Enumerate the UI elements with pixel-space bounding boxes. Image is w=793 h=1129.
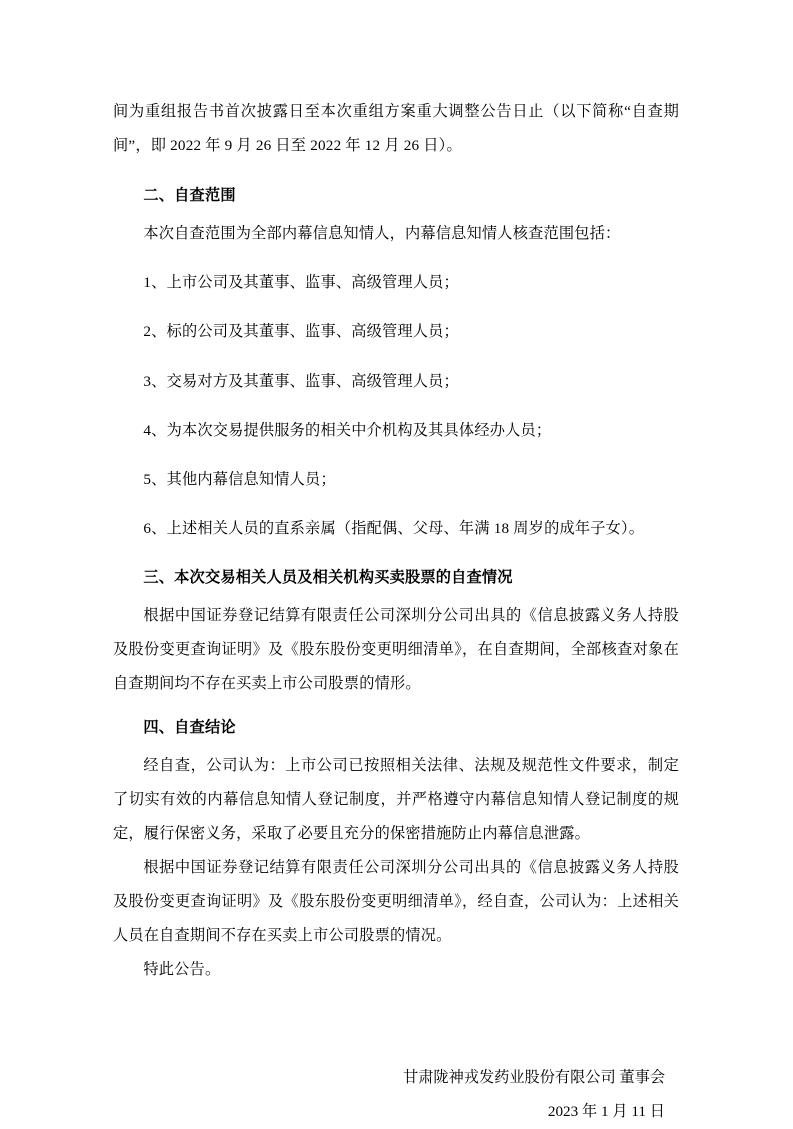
list-item: 5、其他内幕信息知情人员； [143,470,336,488]
document-body [113,95,679,1129]
list-item: 2、标的公司及其董事、监事、高级管理人员； [143,323,459,341]
signature-date: 2023 年 1 月 11 日 [547,1103,665,1121]
section-heading-conclusion: 四、自查结论 [143,719,236,737]
continued-paragraph: 间为重组报告书首次披露日至本次重组方案重大调整公告日止（以下简称“自查期间”，即 2022 年 9 月 26 日至 2022 年 12 月 26 日）。 [113,103,679,154]
spacer [113,163,679,169]
list-item: 4、为本次交易提供服务的相关中介机构及其具体经办人员； [143,421,552,439]
self-inspection-paragraph: 根据中国证券登记结算有限责任公司深圳分公司出具的《信息披露义务人持股及股份变更查询证明》及《股东股份变更明细清单》，在自查期间，全部核查对象在自查期间均不存在买卖上市公司股票的情形。 [113,607,679,693]
signature-company: 甘肃陇神戎发药业股份有限公司 董事会 [403,1069,665,1087]
list-item: 1、上市公司及其董事、监事、高级管理人员； [143,274,459,292]
conclusion-paragraph-1: 经自查，公司认为：上市公司已按照相关法律、法规及规范性文件要求，制定了切实有效的内幕信息知情人登记制度，并严格遵守内幕信息知情人登记制度的规定，履行保密义务，采取了必要且充分的保密措施防止内幕信息泄露。 [113,757,679,843]
section-heading-scope: 二、自查范围 [143,187,236,204]
scope-lead-paragraph: 本次自查范围为全部内幕信息知情人，内幕信息知情人核查范围包括： [143,225,621,242]
conclusion-paragraph-2: 根据中国证券登记结算有限责任公司深圳分公司出具的《信息披露义务人持股及股份变更查询证明》及《股东股份变更明细清单》，经自查，公司认为：上述相关人员在自查期间不存在买卖上市公司股票的情况。 [113,859,679,945]
section-heading-self-inspection: 三、本次交易相关人员及相关机构买卖股票的自查情况 [143,569,513,587]
signature-block [113,1061,679,1129]
closing-statement: 特此公告。 [143,961,221,979]
list-item: 3、交易对方及其董事、监事、高级管理人员； [143,372,459,390]
list-item: 6、上述相关人员的直系亲属（指配偶、父母、年满 18 周岁的成年子女）。 [143,520,645,538]
